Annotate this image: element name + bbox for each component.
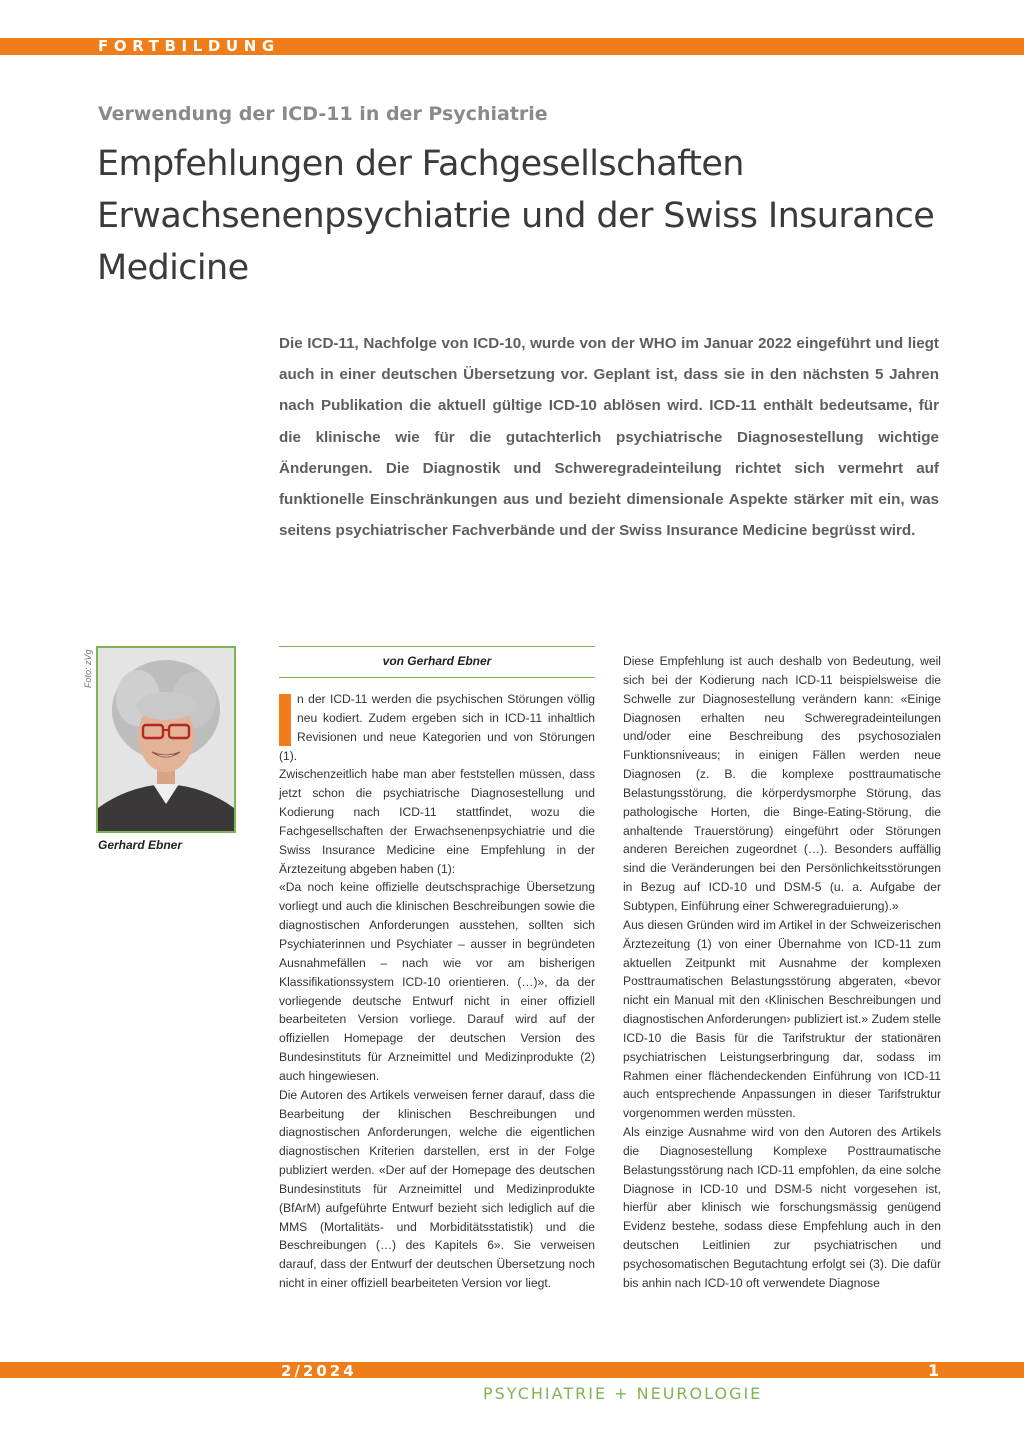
portrait-image	[98, 648, 234, 831]
journal-name: PSYCHIATRIE + NEUROLOGIE	[483, 1384, 763, 1403]
issue-number: 2/2024	[281, 1362, 357, 1380]
article-title: Empfehlungen der Fachgesellschaften Erwachsenenpsychiatrie und der Swiss Insurance Medicine	[97, 144, 935, 288]
byline-box	[279, 646, 595, 678]
text-column-2	[623, 652, 941, 1293]
byline: von Gerhard Ebner	[382, 654, 492, 668]
photo-credit: Foto: zVg	[83, 649, 93, 688]
paragraph: Diese Empfehlung ist auch deshalb von Bedeutung, weil sich bei der Kodierung nach ICD-11 beispielsweise die Schwelle zur Diagnosestellung verändern kann: «Einige Diagnosen erhalten neu Schweregradeinteilungen und/oder eine Beschreibung des psychosozialen Funktionsniveaus; in einigen Fällen werden neue Diagnosen (z. B. die komplexe posttraumatische Belastungsstörung, die körperdysmorphe Störung, das pathologische Horten, die Binge-Eating-Störung, die anhaltende Trauerstörung) eingeführt oder Störungen anderen Bereichen zugeordnet (…). Besonders auffällig sind die Veränderungen bei den Persönlichkeitsstörungen in Bezug auf ICD-10 und DSM-5 (u. a. Aufgabe der Subtypen, Einführung einer Schweregraduierung).»	[623, 654, 941, 913]
paragraph: Aus diesen Gründen wird im Artikel in der Schweizerischen Ärztezeitung (1) von einer Übernahme von ICD-11 zum aktuellen Zeitpunkt mit Ausnahme der komplexen Posttraumatischen Belastungsstörung abgeraten, «bevor nicht ein Manual mit den ‹Klinischen Beschreibungen und diagnostischen Anforderungen› publiziert ist.» Zudem stelle ICD-10 die Basis für die Tarifstruktur der stationären psychiatrischen Leistungserbringung dar, sodass im Rahmen einer flächendeckenden Einführung von ICD-11 auch entsprechende Anpassungen in dieser Tarifstruktur vorgenommen werden müssten.	[623, 917, 941, 1121]
author-photo	[96, 646, 236, 833]
bottom-orange-bar	[0, 1362, 1024, 1378]
dropcap	[279, 694, 291, 746]
text-column-1	[279, 690, 595, 1293]
paragraph: Zwischenzeitlich habe man aber feststellen müssen, dass jetzt schon die psychiatrische Diagnosestellung und Kodierung nach ICD-11 stattfindet, wozu die Fachgesellschaften der Erwachsenenpsychiatrie und die Swiss Insurance Medicine eine Empfehlung in der Ärztezeitung abgeben haben (1):	[279, 767, 595, 876]
section-label: FORTBILDUNG	[98, 37, 280, 55]
paragraph	[279, 690, 595, 765]
page-number: 1	[928, 1361, 940, 1380]
first-paragraph-text: n der ICD-11 werden die psychischen Störungen völlig neu kodiert. Zudem ergeben sich in ICD-11 inhaltlich Revisionen und neue Kategorien und von Störungen (1).	[279, 692, 595, 763]
photo-caption: Gerhard Ebner	[98, 838, 183, 852]
paragraph: Die Autoren des Artikels verweisen ferner darauf, dass die Bearbeitung der klinischen Beschreibungen und diagnostischen Anforderungen, welche die eigentlichen diagnostischen Kriterien darstellen, erst in der Folge publiziert werden. «Der auf der Homepage des deutschen Bundesinstituts für Arzneimittel und Medizinprodukte (BfArM) aufgeführte Entwurf bezieht sich lediglich auf die MMS (Mortalitäts- und Morbiditätsstatistik) und die Beschreibungen (…) des Kapitels 6». Sie verweisen darauf, dass der Entwurf der deutschen Übersetzung noch nicht in einer offiziell bearbeiteten Version vor liegt.	[279, 1087, 595, 1291]
paragraph: Als einzige Ausnahme wird von den Autoren des Artikels die Diagnosestellung Komplexe Posttraumatische Belastungsstörung nach ICD-11 empfohlen, da eine solche Diagnose in ICD-10 und DSM-5 nicht vorgesehen ist, hierfür aber klinisch wie forschungsmässig genügend Evidenz bestehe, sodass diese Empfehlung auch in den deutschen Leitlinien zur psychiatrischen und psychosomatischen Begutachtung erfolgt sei (3). Die dafür bis anhin nach ICD-10 oft verwendete Diagnose	[623, 1125, 941, 1290]
paragraph: «Da noch keine offizielle deutschsprachige Übersetzung vorliegt und auch die klinischen Beschreibungen sowie die diagnostischen Anforderungen ausstehen, sollten sich Psychiaterinnen und Psychiater – ausser in begründeten Ausnahmefällen – nach wie vor am bisherigen Klassifikationssystem ICD-10 orientieren. (…)», da der vorliegende deutsche Entwurf nicht in einer offiziell bearbeiteten Version vorliege. Darauf wird auf der offiziellen Homepage der deutschen Version des Bundesinstituts für Arzneimittel und Medizinprodukte (2) auch hingewiesen.	[279, 880, 595, 1083]
article-lead: Die ICD-11, Nachfolge von ICD-10, wurde von der WHO im Januar 2022 eingeführt und liegt auch in einer deutschen Übersetzung vor. Geplant ist, dass sie in den nächsten 5 Jahren nach Publikation die aktuell gültige ICD-10 ablösen wird. ICD-11 enthält bedeutsame, für die klinische wie für die gutachterlich psychiatrische Diagnosestellung wichtige Änderungen. Die Diagnostik und Schweregradeinteilung richtet sich vermehrt auf funktionelle Einschränkungen aus und bezieht dimensionale Aspekte stärker mit ein, was seitens psychiatrischer Fachverbände und der Swiss Insurance Medicine begrüsst wird.	[279, 335, 939, 540]
article-subtitle: Verwendung der ICD-11 in der Psychiatrie	[98, 103, 548, 125]
